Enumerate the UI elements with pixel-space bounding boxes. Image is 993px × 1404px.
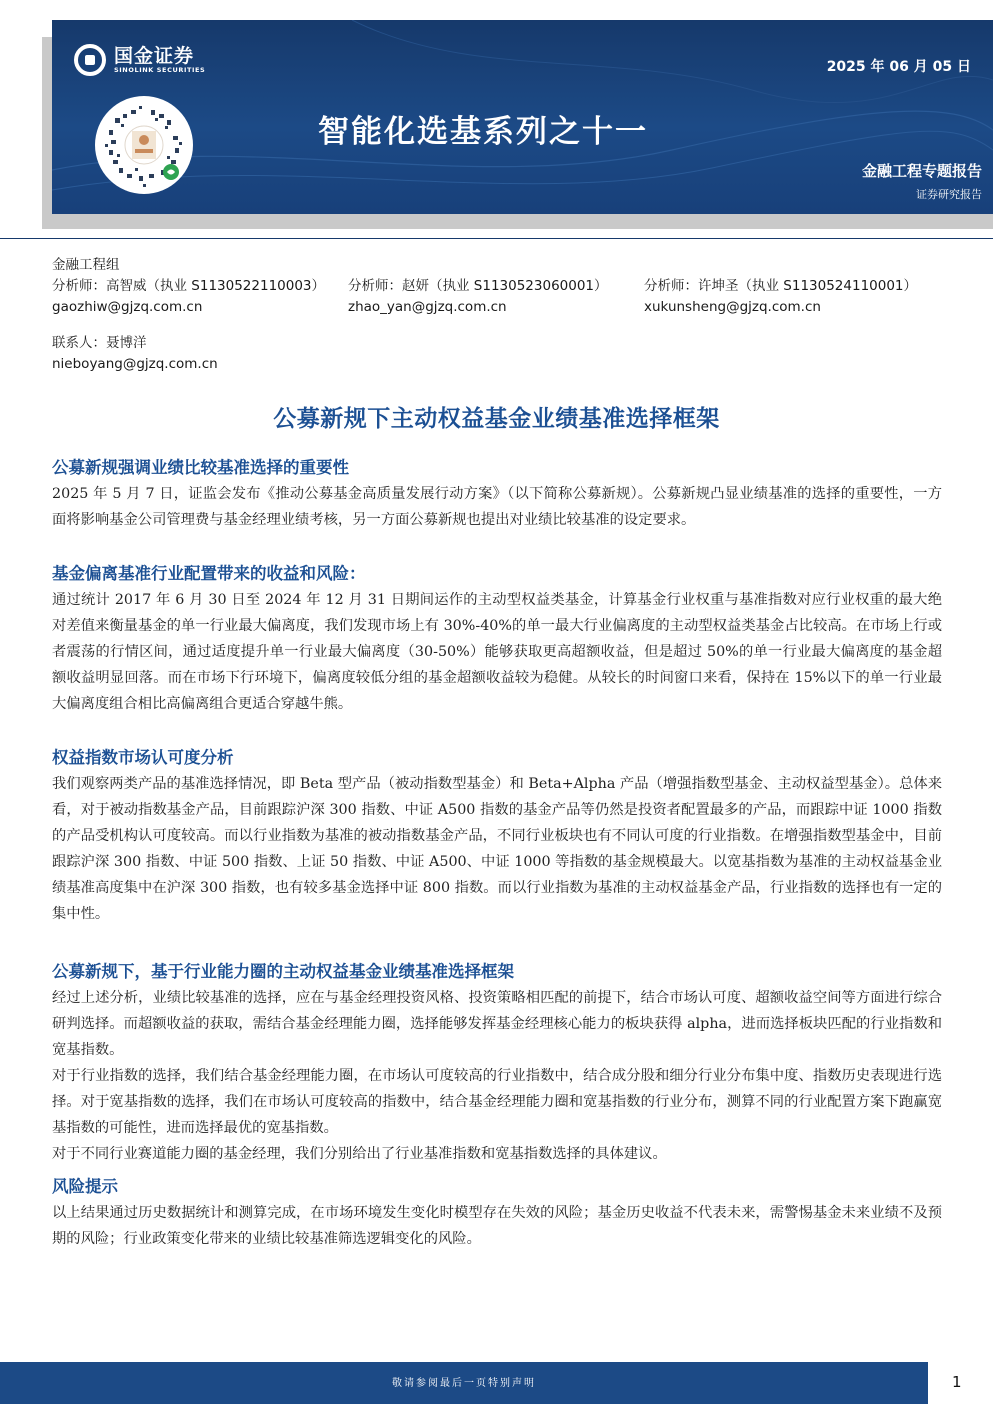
author-title: 分析师：赵妍（执业 S1130523060001） — [348, 278, 608, 294]
section-paragraph: 对于行业指数的选择，我们结合基金经理能力圈，在市场认可度较高的行业指数中，结合成分股和细分行业分布集中度、指数历史表现进行选择。对于宽基指数的选择，我们在市场认可度较高的指数中，结合基金经理能力圈和宽基指数的行业分布，测算不同的行业配置方案下跑赢宽基指数的可能性，进而选择最优的宽基指数。 — [52, 1068, 942, 1136]
section-paragraph: 通过统计 2017 年 6 月 30 日至 2024 年 12 月 31 日期间运作的主动型权益类基金，计算基金行业权重与基准指数对应行业权重的最大绝对差值来衡量基金的单一行业最大偏离度，我们发现市场上有 30%-40%的单一最大行业偏离度的主动型权益类基金占比较高。在市场上行或者震荡的行情区间，通过适度提升单一行业最大偏离度（30-50%）能够获取更高超额收益，但是超过 50%的单一行业最大偏离度的基金超额收益明显回落。而在市场下行环境下，偏离度较低分组的基金超额收益较为稳健。从较长的时间窗口来看，保持在 15%以下的单一行业最大偏离度组合相比高偏离组合更适合穿越牛熊。 — [52, 592, 942, 712]
section-paragraph: 以上结果通过历史数据统计和测算完成，在市场环境发生变化时模型存在失效的风险；基金历史收益不代表未来，需警惕基金未来业绩不及预期的风险；行业政策变化带来的业绩比较基准筛选逻辑变化的风险。 — [52, 1205, 942, 1247]
section-heading: 公募新规强调业绩比较基准选择的重要性 — [52, 458, 349, 477]
report-date: 2025 年 06 月 05 日 — [826, 59, 971, 75]
section-deviation — [52, 561, 942, 717]
qr-code-icon — [95, 96, 193, 194]
author-title: 分析师：高智威（执业 S1130522110003） — [52, 278, 326, 294]
report-title: 智能化选基系列之十一 — [318, 114, 648, 150]
logo-en: SINOLINK SECURITIES — [114, 65, 206, 74]
section-paragraph: 2025 年 5 月 7 日，证监会发布《推动公募基金高质量发展行动方案》（以下简称公募新规）。公募新规凸显业绩基准的选择的重要性，一方面将影响基金公司管理费与基金经理业绩考核，另一方面公募新规也提出对业绩比较基准的设定要求。 — [52, 486, 942, 528]
company-logo — [74, 44, 205, 76]
author-title: 分析师：许坤圣（执业 S1130524110001） — [644, 278, 918, 294]
header-divider — [0, 238, 993, 239]
section-framework — [52, 959, 942, 1167]
section-paragraph: 对于不同行业赛道能力圈的基金经理，我们分别给出了行业基准指数和宽基指数选择的具体建议。 — [52, 1146, 667, 1162]
footer-disclaimer[interactable]: 敬请参阅最后一页特别声明 — [392, 1378, 536, 1389]
section-risk — [52, 1174, 942, 1252]
author-email[interactable]: xukunsheng@gjzq.com.cn — [644, 299, 821, 315]
section-heading: 风险提示 — [52, 1177, 118, 1196]
author-block — [52, 255, 972, 318]
section-paragraph: 经过上述分析，业绩比较基准的选择，应在与基金经理投资风格、投资策略相匹配的前提下，结合市场认可度、超额收益空间等方面进行综合研判选择。而超额收益的获取，需结合基金经理能力圈，选择能够发挥基金经理核心能力的板块获得 alpha，进而选择板块匹配的行业指数和宽基指数。 — [52, 990, 942, 1058]
section-paragraph: 我们观察两类产品的基准选择情况，即 Beta 型产品（被动指数型基金）和 Beta+Alpha 产品（增强指数型基金、主动权益型基金）。总体来看，对于被动指数基金产品，目前跟踪沪深 300 指数、中证 A500 指数的基金产品等仍然是投资者配置最多的产品，而跟踪中证 1000 指数的产品受机构认可度较高。而以行业指数为基准的被动指数基金产品，不同行业板块也有不同认可度的行业指数。在增强指数型基金中，目前跟踪沪深 300 指数、中证 500 指数、上证 50 指数、中证 A500、中证 1000 等指数的基金规模最大。以宽基指数为基准的主动权益基金业绩基准高度集中在沪深 300 指数，也有较多基金选择中证 800 指数。而以行业指数为基准的主动权益基金产品，行业指数的选择也有一定的集中性。 — [52, 776, 942, 922]
author-email[interactable]: gaozhiw@gjzq.com.cn — [52, 299, 203, 315]
contact-block — [52, 333, 218, 375]
author-card — [348, 276, 608, 318]
author-email[interactable]: zhao_yan@gjzq.com.cn — [348, 299, 507, 315]
section-heading: 公募新规下，基于行业能力圈的主动权益基金业绩基准选择框架 — [52, 962, 514, 981]
page-number: 1 — [952, 1373, 962, 1391]
article-title: 公募新规下主动权益基金业绩基准选择框架 — [273, 406, 720, 432]
section-importance — [52, 455, 942, 533]
group-name: 金融工程组 — [52, 257, 120, 273]
author-card — [52, 276, 325, 318]
report-subtype: 证券研究报告 — [916, 188, 982, 201]
logo-cn: 国金证券 — [114, 44, 195, 67]
contact-email[interactable]: nieboyang@gjzq.com.cn — [52, 356, 218, 372]
report-type: 金融工程专题报告 — [861, 162, 982, 180]
author-card — [644, 276, 917, 318]
section-heading: 权益指数市场认可度分析 — [52, 748, 234, 767]
contact-name: 联系人：聂博洋 — [52, 335, 147, 351]
section-heading: 基金偏离基准行业配置带来的收益和风险： — [52, 564, 366, 583]
header-banner — [52, 20, 993, 214]
section-index-recognition — [52, 745, 942, 927]
logo-mark-icon — [74, 44, 106, 76]
